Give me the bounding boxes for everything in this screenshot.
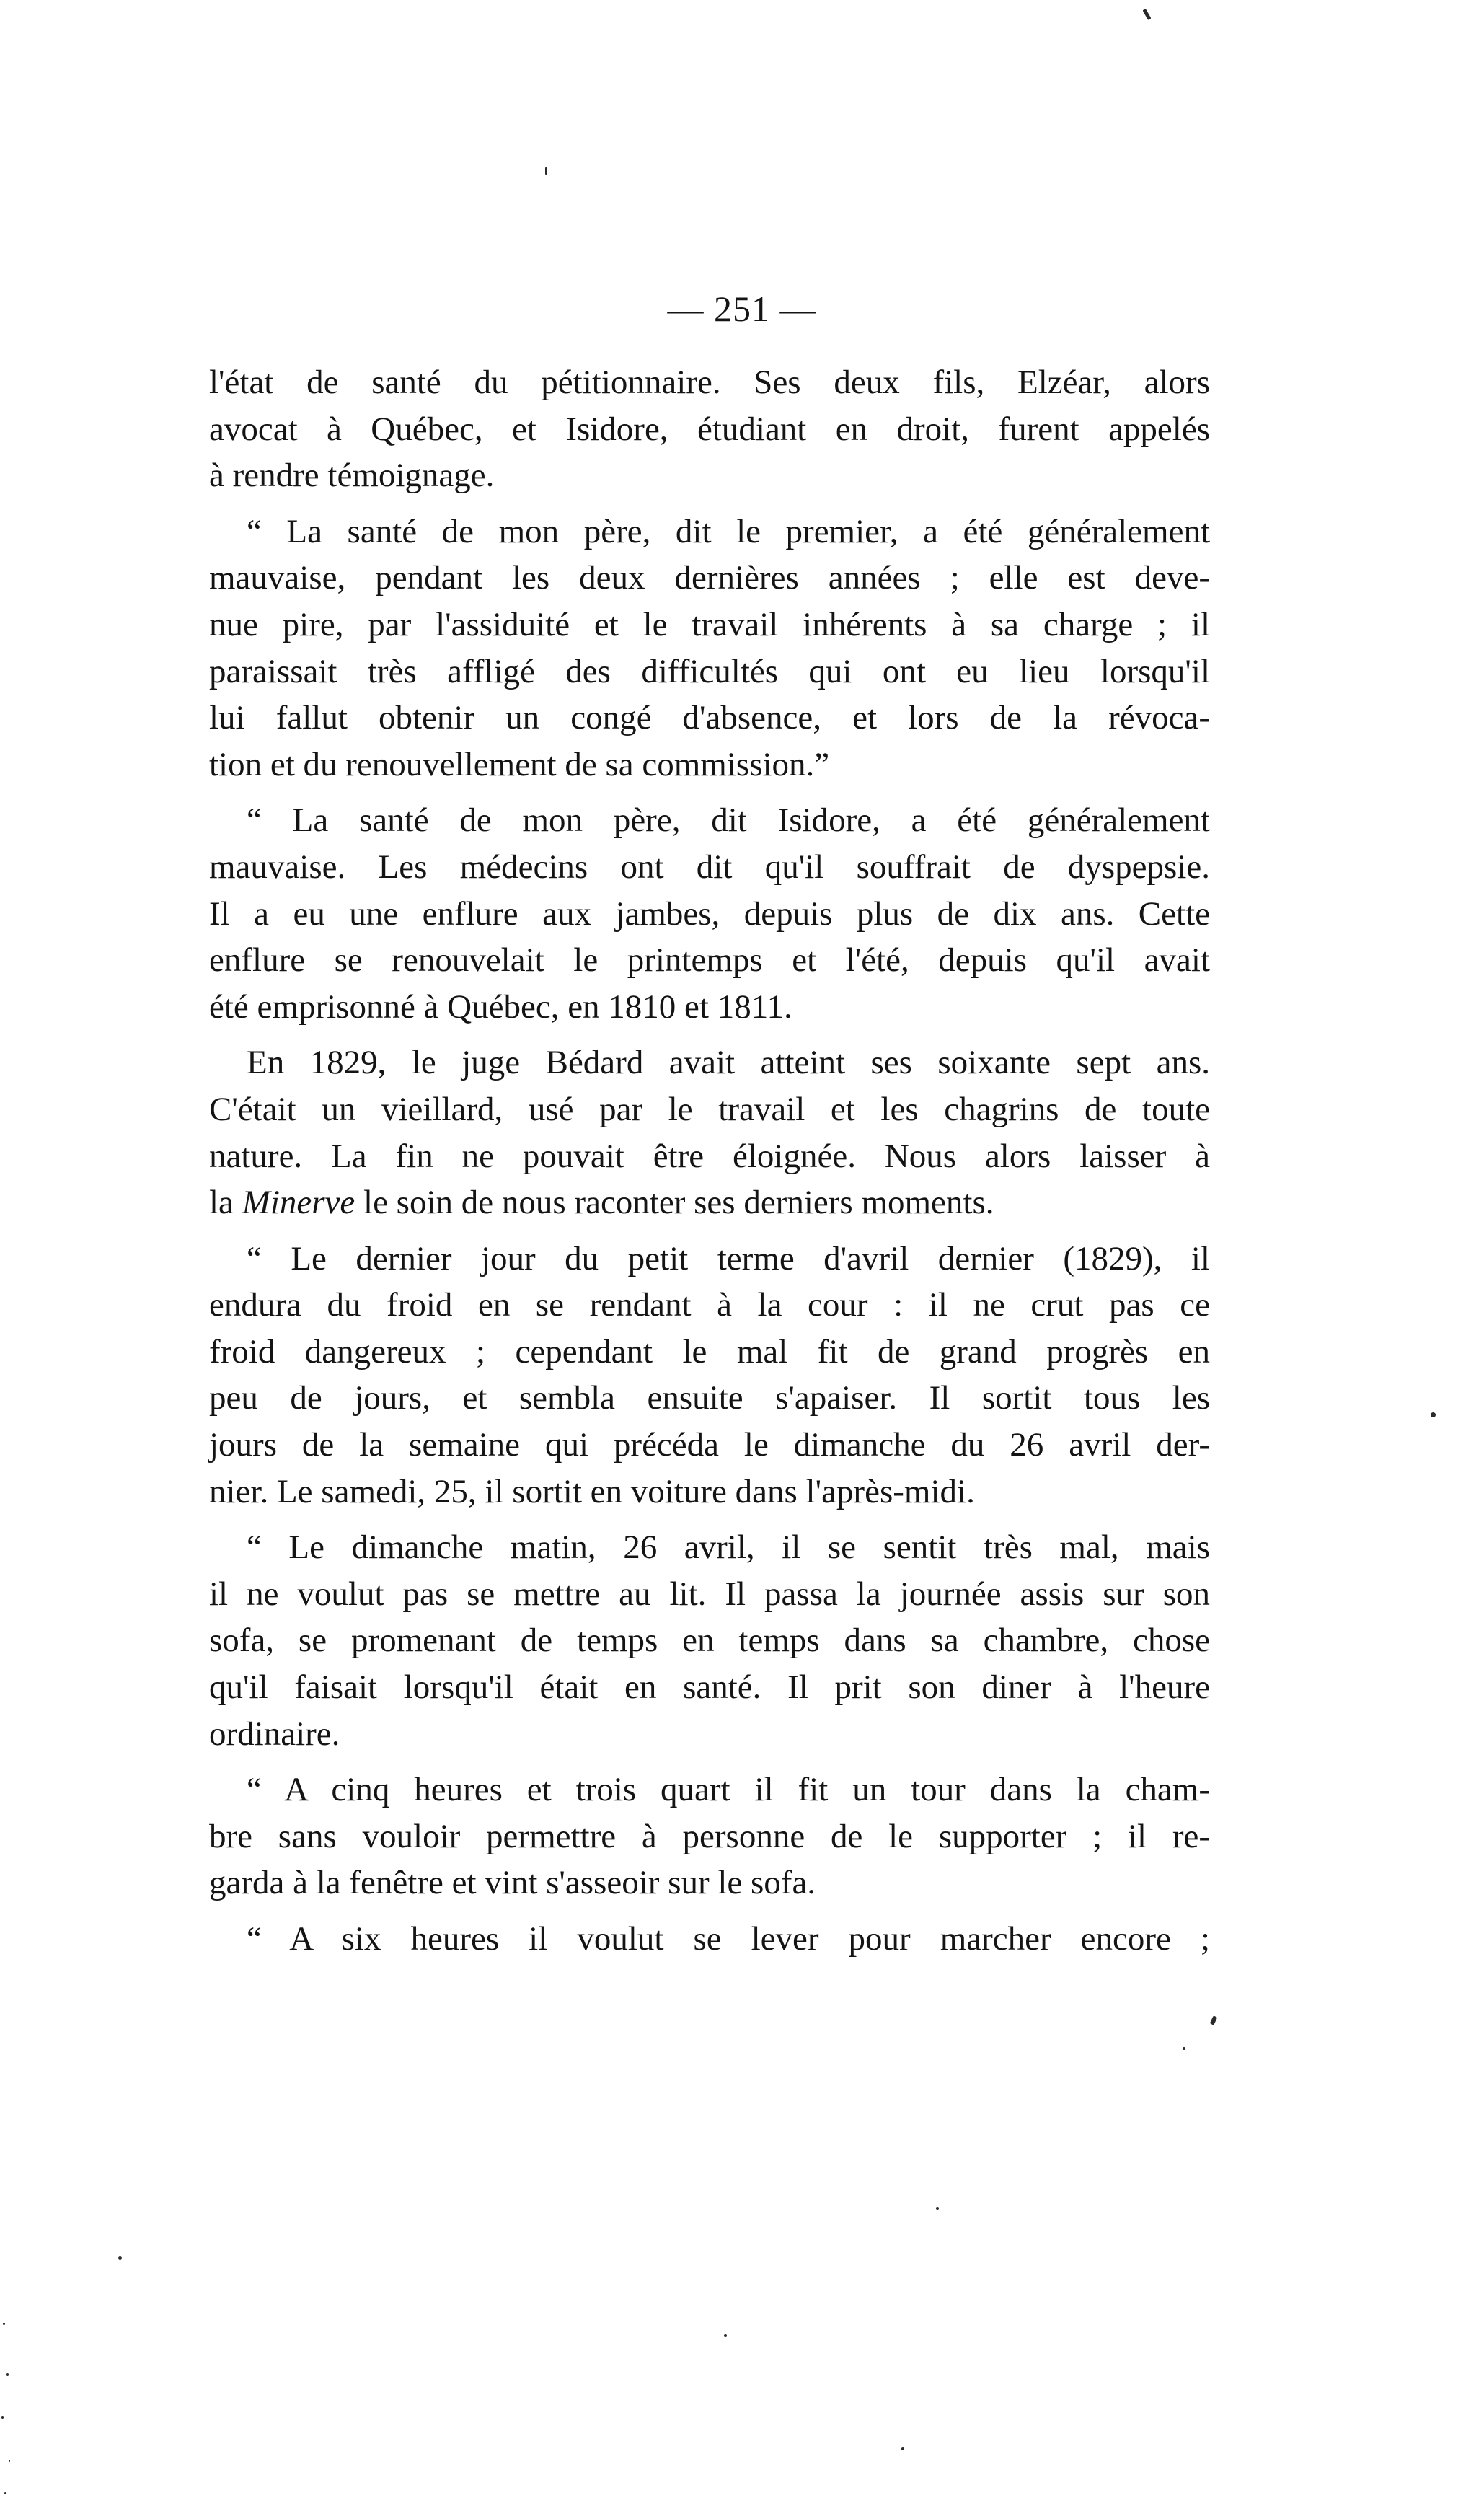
- text-line: “ La santé de mon père, dit Isidore, a été généralement: [247, 801, 1210, 840]
- text-line: jours de la semaine qui précéda le dimanche du 26 avril der-: [209, 1426, 1210, 1464]
- text-line: lui fallut obtenir un congé d'absence, et lors de la révoca-: [209, 699, 1210, 737]
- scan-speck: [1431, 1412, 1436, 1417]
- newspaper-title: Minerve: [242, 1184, 355, 1222]
- paragraph-1: [209, 359, 1210, 499]
- scan-speck: [901, 2447, 904, 2450]
- paragraph-8: [209, 1916, 1210, 1963]
- paragraph-2: [209, 509, 1210, 788]
- text-line: peu de jours, et sembla ensuite s'apaiser. Il sortit tous les: [209, 1379, 1210, 1417]
- text-line: “ Le dimanche matin, 26 avril, il se sentit très mal, mais: [247, 1528, 1210, 1567]
- scan-speck: [1183, 2047, 1185, 2050]
- text-line: “ A cinq heures et trois quart il fit un tour dans la cham-: [247, 1771, 1210, 1809]
- text-line: avocat à Québec, et Isidore, étudiant en droit, furent appelés: [209, 410, 1210, 448]
- text-line: il ne voulut pas se mettre au lit. Il passa la journée assis sur son: [209, 1575, 1210, 1613]
- text-line: ordinaire.: [209, 1715, 340, 1753]
- text-line: mauvaise, pendant les deux dernières années ; elle est deve-: [209, 559, 1210, 597]
- paragraph-5: [209, 1236, 1210, 1515]
- scan-speck: [1210, 2015, 1218, 2025]
- text-line: la Minerve le soin de nous raconter ses derniers moments.: [209, 1184, 994, 1222]
- scan-speck: [1142, 9, 1151, 20]
- paragraph-3: [209, 797, 1210, 1030]
- text-line: C'était un vieillard, usé par le travail et les chagrins de toute: [209, 1090, 1210, 1128]
- page-edge-noise: [0, 2308, 16, 2508]
- text-line: bre sans vouloir permettre à personne de le supporter ; il re-: [209, 1817, 1210, 1855]
- text-line: En 1829, le juge Bédard avait atteint ses soixante sept ans.: [247, 1044, 1210, 1082]
- scan-speck: [4, 2492, 6, 2494]
- scan-speck: [9, 2460, 10, 2462]
- text-line: Il a eu une enflure aux jambes, depuis plus de dix ans. Cette: [209, 894, 1210, 933]
- text-line: endura du froid en se rendant à la cour : il ne crut pas ce: [209, 1286, 1210, 1324]
- text-line: tion et du renouvellement de sa commission.”: [209, 745, 830, 783]
- text-line: sofa, se promenant de temps en temps dans sa chambre, chose: [209, 1622, 1210, 1660]
- scan-speck: [6, 2373, 9, 2376]
- text-line: “ La santé de mon père, dit le premier, a été généralement: [247, 512, 1210, 550]
- text-line: nier. Le samedi, 25, il sortit en voiture dans l'après-midi.: [209, 1472, 975, 1510]
- scan-speck: [724, 2334, 727, 2337]
- paragraph-6: [209, 1524, 1210, 1757]
- scan-speck: [1, 2416, 4, 2419]
- text-line: été emprisonné à Québec, en 1810 et 1811.: [209, 987, 792, 1026]
- scan-speck: [118, 2256, 122, 2260]
- text-line: garda à la fenêtre et vint s'asseoir sur le sofa.: [209, 1864, 816, 1902]
- text-line: nue pire, par l'assiduité et le travail inhérents à sa charge ; il: [209, 605, 1210, 643]
- text-line: “ A six heures il voulut se lever pour marcher encore ;: [247, 1920, 1210, 1958]
- body-text: [209, 359, 1210, 1972]
- text-line: l'état de santé du pétitionnaire. Ses deux fils, Elzéar, alors: [209, 364, 1210, 401]
- text-line: “ Le dernier jour du petit terme d'avril dernier (1829), il: [247, 1239, 1210, 1277]
- text-line: à rendre témoignage.: [209, 457, 495, 495]
- scan-speck: [3, 2323, 5, 2325]
- paragraph-7: [209, 1766, 1210, 1906]
- paragraph-4: [209, 1039, 1210, 1226]
- page-number: — 251 —: [667, 289, 817, 329]
- text-line: nature. La fin ne pouvait être éloignée. Nous alors laisser à: [209, 1137, 1210, 1175]
- text-line: qu'il faisait lorsqu'il était en santé. Il prit son diner à l'heure: [209, 1668, 1210, 1707]
- scan-speck: [545, 167, 547, 175]
- scan-speck: [936, 2207, 939, 2210]
- text-line: froid dangereux ; cependant le mal fit de grand progrès en: [209, 1332, 1210, 1370]
- text-line: paraissait très affligé des difficultés qui ont eu lieu lorsqu'il: [209, 652, 1210, 690]
- text-line: enflure se renouvelait le printemps et l'été, depuis qu'il avait: [209, 941, 1210, 980]
- text-line: mauvaise. Les médecins ont dit qu'il souffrait de dyspepsie.: [209, 848, 1210, 886]
